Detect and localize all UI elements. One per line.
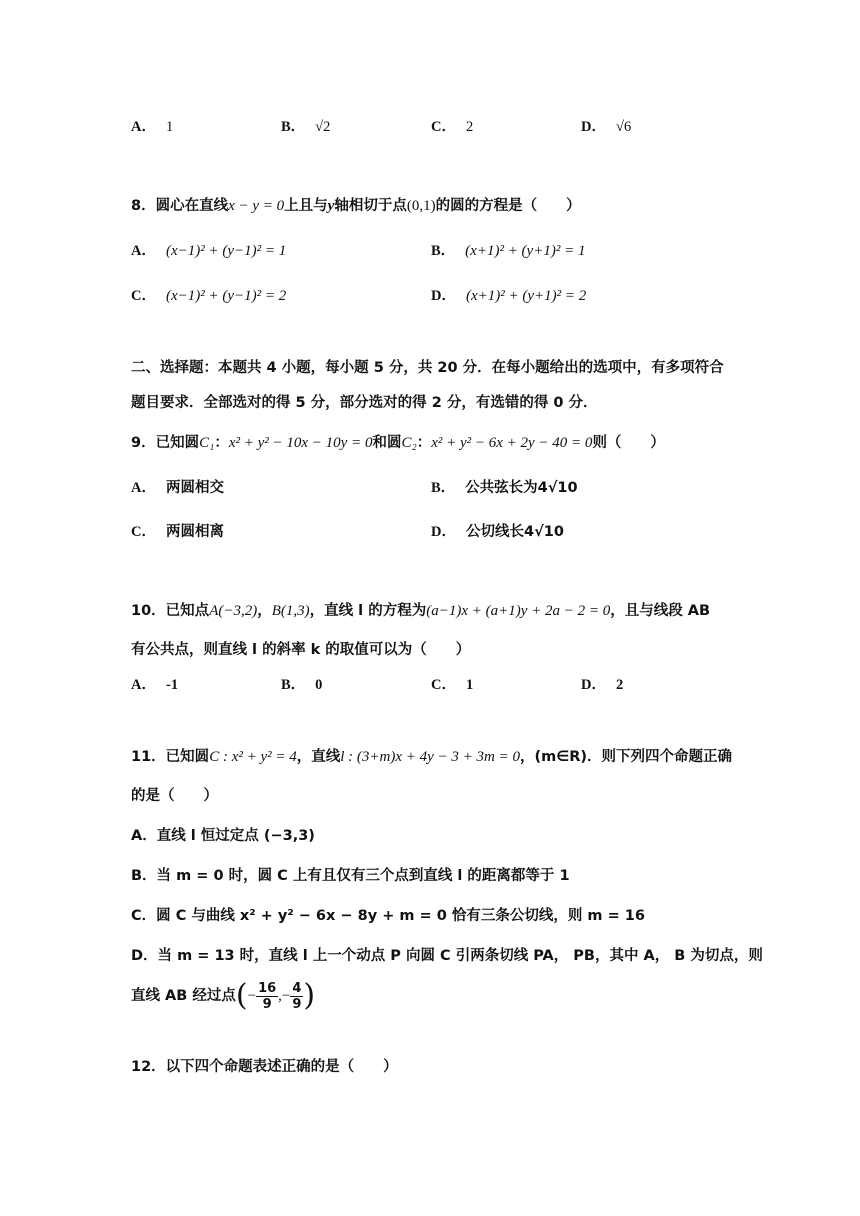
q11-option-d-line1: D．当 m = 13 时，直线 l 上一个动点 P 向圆 C 引两条切线 PA， PB，其中 A， B 为切点，则 (131, 948, 763, 964)
q10-option-d: D． 2 (581, 677, 624, 693)
q8-stem: 8．圆心在直线x − y = 0上且与y轴相切于点(0,1)的圆的方程是（ ） (131, 198, 581, 214)
q9-option-d: D． 公切线长4√10 (431, 524, 564, 540)
q8-option-c: C． (x−1)² + (y−1)² = 2 (131, 288, 287, 304)
q11-option-b: B．当 m = 0 时，圆 C 上有且仅有三个点到直线 l 的距离都等于 1 (131, 868, 570, 884)
q10-option-a: A． -1 (131, 677, 179, 693)
q11-option-a: A．直线 l 恒过定点 (−3,3) (131, 828, 315, 844)
section2-heading-line1: 二、选择题：本题共 4 小题，每小题 5 分，共 20 分．在每小题给出的选项中，有多项符合 (131, 360, 724, 376)
q8-option-a: A． (x−1)² + (y−1)² = 1 (131, 243, 287, 259)
q7-option-c: C． 2 (431, 119, 474, 135)
q7-option-d: D． √6 (581, 119, 632, 135)
q11-stem-line2: 的是（ ） (131, 788, 218, 804)
q10-option-c: C． 1 (431, 677, 474, 693)
q11-stem-line1: 11．已知圆C : x² + y² = 4，直线l : (3+m)x + 4y − 3 + 3m = 0，(m∈R)．则下列四个命题正确 (131, 749, 733, 765)
q10-stem-line2: 有公共点，则直线 l 的斜率 k 的取值可以为（ ） (131, 642, 471, 658)
q12-stem: 12．以下四个命题表述正确的是（ ） (131, 1059, 398, 1075)
q9-option-a: A． 两圆相交 (131, 480, 224, 496)
q9-option-b: B． 公共弦长为4√10 (431, 480, 578, 496)
q10-option-b: B． 0 (281, 677, 323, 693)
fraction-4-9: $\frac{4}{9}$ (292, 980, 302, 1012)
section2-heading-line2: 题目要求．全部选对的得 5 分，部分选对的得 2 分，有选错的得 0 分． (131, 395, 598, 411)
q7-option-a: A． 1 (131, 119, 174, 135)
q7-option-b: B． √2 (281, 119, 331, 135)
q9-stem: 9．已知圆C₁：x² + y² − 10x − 10y = 0和圆C₂：x² + y² − 6x + 2y − 40 = 0则（ ） (131, 435, 665, 451)
q11-option-d-line2: 直线 AB 经过点(− $\frac{16}{9}$ ,− $\frac{4}{9}$ ) (131, 978, 316, 1013)
q10-stem-line1: 10．已知点A(−3,2)，B(1,3)，直线 l 的方程为(a−1)x + (a+1)y + 2a − 2 = 0，且与线段 AB (131, 603, 711, 619)
q8-option-d: D． (x+1)² + (y+1)² = 2 (431, 288, 587, 304)
q9-option-c: C． 两圆相离 (131, 524, 224, 540)
q8-option-b: B． (x+1)² + (y+1)² = 1 (431, 243, 586, 259)
fraction-16-9: $\frac{16}{9}$ (258, 980, 277, 1012)
q11-option-c: C．圆 C 与曲线 x² + y² − 6x − 8y + m = 0 恰有三条公切线，则 m = 16 (131, 908, 645, 924)
